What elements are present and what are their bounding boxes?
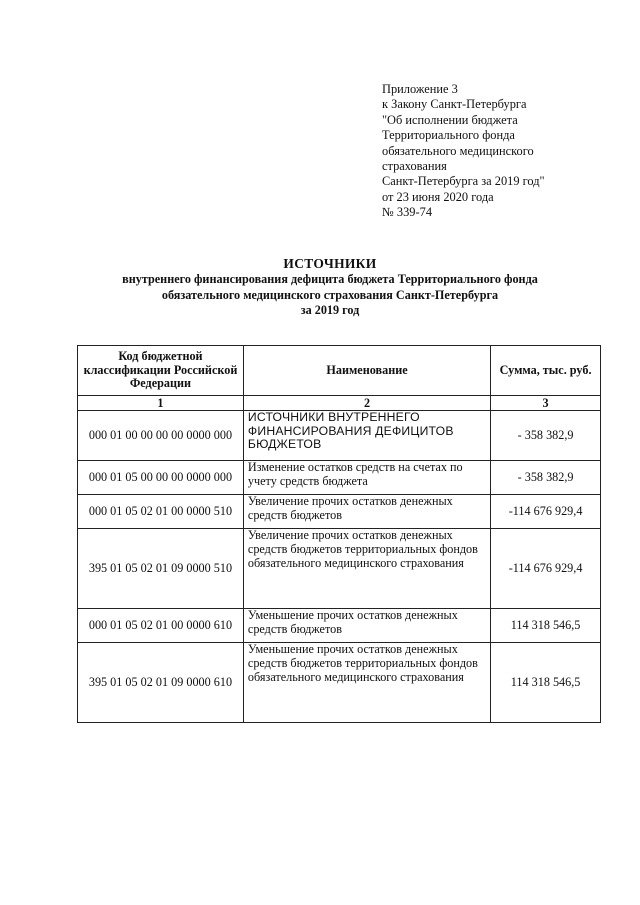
amount-cell: 114 318 546,5 [491,643,601,723]
budget-code-cell: 000 01 05 00 00 00 0000 000 [78,461,244,495]
amount-cell: - 358 382,9 [491,461,601,495]
table-row [78,643,601,723]
title-subline: за 2019 год [300,303,360,317]
budget-code-cell: 000 01 00 00 00 00 0000 000 [78,411,244,461]
annex-line: к Закону Санкт-Петербурга [382,97,527,112]
name-cell: Изменение остатков средств на счетах по учету средств бюджета [243,461,490,495]
budget-code-cell: 395 01 05 02 01 09 0000 610 [78,643,244,723]
annex-line: Приложение 3 [382,82,458,96]
name-cell: Уменьшение прочих остатков денежных средств бюджетов территориальных фондов обязательного медицинского страхования [243,643,490,723]
annex-line: страхования [382,159,447,174]
table-header-row [78,346,601,396]
annex-line: № 339-74 [382,205,433,220]
title-subline: обязательного медицинского страхования Санкт-Петербурга [161,287,499,302]
annex-line: Санкт-Петербурга за 2019 год" [382,174,545,189]
document-title [60,256,600,319]
name-cell: Увеличение прочих остатков денежных средств бюджетов территориальных фондов обязательного медицинского страхования [243,529,490,609]
annex-line: обязательного медицинского [382,143,534,158]
annex-line: от 23 июня 2020 года [382,189,494,204]
amount-cell: 114 318 546,5 [491,609,601,643]
table-row [78,461,601,495]
table-row [78,529,601,609]
name-cell: ИСТОЧНИКИ ВНУТРЕННЕГО ФИНАНСИРОВАНИЯ ДЕФИЦИТОВ БЮДЖЕТОВ [243,411,490,461]
budget-code-cell: 000 01 05 02 01 00 0000 610 [78,609,244,643]
table-row [78,411,601,461]
title-main: ИСТОЧНИКИ [283,256,377,271]
column-numbers-row [78,396,601,411]
title-subline: внутреннего финансирования дефицита бюджета Территориального фонда [122,272,538,286]
column-number: 3 [491,396,601,411]
name-cell: Увеличение прочих остатков денежных средств бюджетов [243,495,490,529]
budget-code-cell: 000 01 05 02 01 00 0000 510 [78,495,244,529]
name-cell: Уменьшение прочих остатков денежных средств бюджетов [243,609,490,643]
header-amount: Сумма, тыс. руб. [491,346,601,396]
annex-line: "Об исполнении бюджета [382,112,518,127]
table-row [78,495,601,529]
column-number: 2 [243,396,490,411]
amount-cell: -114 676 929,4 [491,529,601,609]
financing-sources-table [77,345,601,723]
amount-cell: - 358 382,9 [491,411,601,461]
table-row [78,609,601,643]
amount-cell: -114 676 929,4 [491,495,601,529]
header-code: Код бюджетной классификации Российской Федерации [78,346,244,396]
annex-reference [382,82,622,221]
header-name: Наименование [243,346,490,396]
column-number: 1 [78,396,244,411]
budget-code-cell: 395 01 05 02 01 09 0000 510 [78,529,244,609]
annex-line: Территориального фонда [382,128,515,143]
